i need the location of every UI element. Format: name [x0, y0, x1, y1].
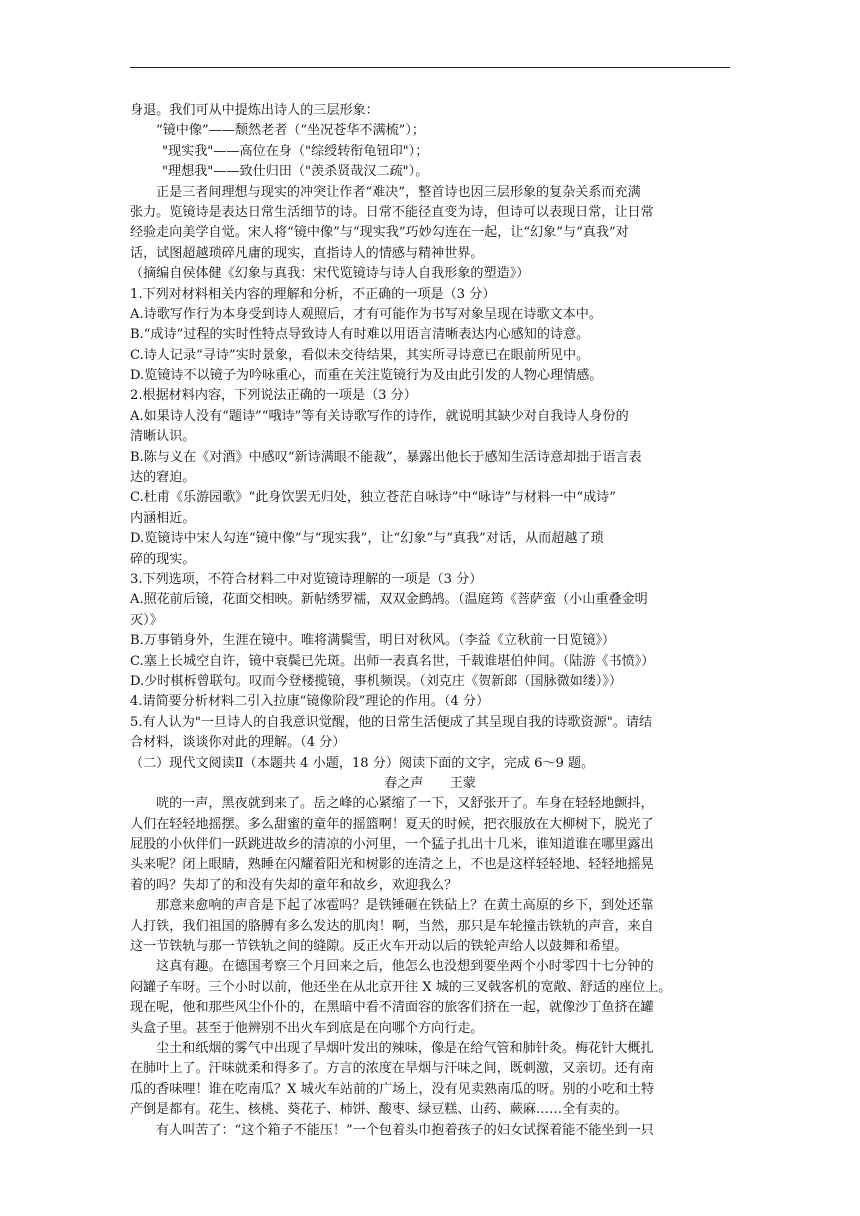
text-line: A.照花前后镜，花面交相映。新帖绣罗襦，双双金鹧鸪。（温庭筠《菩萨蛮（小山重叠金明 [130, 592, 648, 608]
text-line: 身退。我们可从中提炼出诗人的三层形象： [130, 103, 379, 118]
text-line: 闷罐子车呀。三个小时以前，他还坐在从北京开往 X 城的三叉戟客机的宽敞、舒适的座位上。 [130, 979, 672, 995]
text-line: （二）现代文阅读Ⅱ（本题共 4 小题，18 分）阅读下面的文字，完成 6～9 题。 [130, 755, 595, 771]
text-line: 春之声 王蒙 [384, 775, 476, 791]
text-line: 3.下列选项，不符合材料二中对览镜诗理解的一项是（3 分） [130, 571, 483, 587]
text-line: 产倒是都有。花生、核桃、葵花子、柿饼、酸枣、绿豆糕、山药、蕨麻……全有卖的。 [130, 1102, 628, 1118]
text-line: 正是三者间理想与现实的冲突让作者“难决”，整首诗也因三层形象的复杂关系而充满 [156, 184, 641, 200]
text-line: 清晰认识。 [130, 429, 196, 445]
text-line: C.诗人记录“寻诗”实时景象，看似未交待结果，其实所寻诗意已在眼前所见中。 [130, 347, 590, 363]
text-line: 咣的一声，黑夜就到来了。岳之峰的心紧缩了一下，又舒张开了。车身在轻轻地颤抖， [156, 796, 654, 812]
text-line: 尘土和纸烟的雾气中出现了旱烟叶发出的辣味，像是在给气管和肺针灸。梅花针大概扎 [156, 1040, 654, 1056]
text-line: B.万事销身外，生涯在镜中。唯将满鬓雪，明日对秋风。（李益《立秋前一日览镜》） [130, 633, 616, 649]
text-line: C.杜甫《乐游园歌》“此身饮罢无归处，独立苍茫自咏诗”中“咏诗”与材料一中“成诗” [130, 490, 616, 506]
text-line: 那意来愈响的声音是下起了冰雹吗？是铁锤砸在铁砧上？在黄土高原的乡下，到处还靠 [156, 898, 654, 914]
text-line: “镜中像”——颓然老者（“坐况苍华不满梳”）； [156, 123, 426, 139]
text-line: 这真有趣。在德国考察三个月回来之后，他怎么也没想到要坐两个小时零四十七分钟的 [156, 959, 654, 975]
text-line: 碎的现实。 [130, 551, 196, 567]
text-line: 合材料，谈谈你对此的理解。（4 分） [130, 735, 346, 751]
text-line: 头来呢？闭上眼睛，熟睡在闪耀着阳光和树影的连清之上，不也是这样轻轻地、轻轻地摇晃 [130, 857, 654, 873]
text-line: 1.下列对材料相关内容的理解和分析，不正确的一项是（3 分） [130, 286, 496, 302]
text-line: 灭）》 [130, 612, 163, 628]
text-line: 屁股的小伙伴们一跃跳进故乡的清凉的小河里，一个猛子扎出十几米，谁知道谁在哪里露出 [130, 837, 654, 853]
text-line: 在肺叶上了。汗味就柔和得多了。方言的浓度在旱烟与汗味之间，既刺激，又亲切。还有南 [130, 1061, 654, 1077]
text-line: 有人叫苦了：“这个箱子不能压！”一个包着头巾抱着孩子的妇女试探着能不能坐到一只 [156, 1122, 654, 1138]
text-line: 这一节铁轨与那一节铁轨之间的缝隙。反正火车开动以后的铁轮声给人以鼓舞和希望。 [130, 939, 628, 955]
text-line: D.少时棋柝曾联句。叹而今登楼揽镜，事机频误。（刘克庄《贺新郎（国脉微如缕）》） [130, 673, 623, 689]
text-line: 张力。览镜诗是表达日常生活细节的诗。日常不能径直变为诗，但诗可以表现日常，让日常 [130, 204, 654, 220]
text-line: 着的吗？失却了的和没有失却的童年和故乡，欢迎我么？ [130, 877, 458, 893]
text-line: D.览镜诗中宋人勾连“镜中像”与“现实我”，让“幻象”与“真我”对话，从而超越了琐 [130, 531, 604, 547]
text-line: "现实我"——高位在身（"综绶转衔龟钮印"）； [162, 143, 429, 159]
text-line: A.如果诗人没有“题诗”“哦诗”等有关诗歌写作的诗作，就说明其缺少对自我诗人身份的 [130, 408, 629, 424]
text-line: 4.请简要分析材料二引入拉康“镜像阶段”理论的作用。（4 分） [130, 694, 490, 710]
text-line: B.“成诗”过程的实时性特点导致诗人有时难以用语言清晰表达内心感知的诗意。 [130, 327, 590, 343]
document-body [130, 101, 730, 1141]
text-line: （摘编自侯体健《幻象与真我：宋代览镜诗与诗人自我形象的塑造》） [130, 266, 530, 282]
text-line: D.览镜诗不以镜子为吟咏重心，而重在关注览镜行为及由此引发的人物心理情感。 [130, 368, 603, 384]
text-line: 话，试图超越琐碎凡庸的现实，直指诗人的情感与精神世界。 [130, 245, 484, 261]
text-line: 头盒子里。甚至于他辨别不出火车到底是在向哪个方向行走。 [130, 1020, 484, 1036]
text-line: 人打铁，我们祖国的胳膊有多么发达的肌肉！啊，当然，那只是车轮撞击铁轨的声音，来自 [130, 918, 654, 934]
text-line: 瓜的香味哩！谁在吃南瓜？X 城火车站前的广场上，没有见卖熟南瓜的呀。别的小吃和土特 [130, 1081, 655, 1097]
text-line: 经验走向美学自觉。宋人将“镜中像”与“现实我”巧妙勾连在一起，让“幻象”与“真我”对 [130, 225, 629, 241]
text-line: C.塞上长城空自许，镜中衰鬓已先斑。出师一表真名世，千载谁堪伯仲间。（陆游《书愤》） [130, 653, 655, 669]
text-line: 人们在轻轻地摇摆。多么甜蜜的童年的摇篮啊！夏天的时候，把衣服放在大柳树下，脱光了 [130, 816, 654, 832]
text-line: 现在呢，他和那些风尘仆仆的，在黑暗中看不清面容的旅客们挤在一起，就像沙丁鱼挤在罐 [130, 1000, 654, 1016]
text-line: 5.有人认为"一旦诗人的自我意识觉醒，他的日常生活便成了其呈现自我的诗歌资源"。请结 [130, 714, 653, 730]
text-line: A.诗歌写作行为本身受到诗人观照后，才有可能作为书写对象呈现在诗歌文本中。 [130, 306, 602, 322]
header-rule [130, 67, 730, 68]
text-line: B.陈与义在《对酒》中感叹“新诗满眼不能裁”，暴露出他长于感知生活诗意却拙于语言表 [130, 449, 642, 465]
text-line: "理想我"——致仕归田（"羡杀贤哉汉二疏"）。 [162, 164, 429, 180]
text-line: 达的窘迫。 [130, 470, 196, 486]
text-line: 内涵相近。 [130, 510, 196, 526]
text-line: 2.根据材料内容，下列说法正确的一项是（3 分） [130, 388, 417, 404]
